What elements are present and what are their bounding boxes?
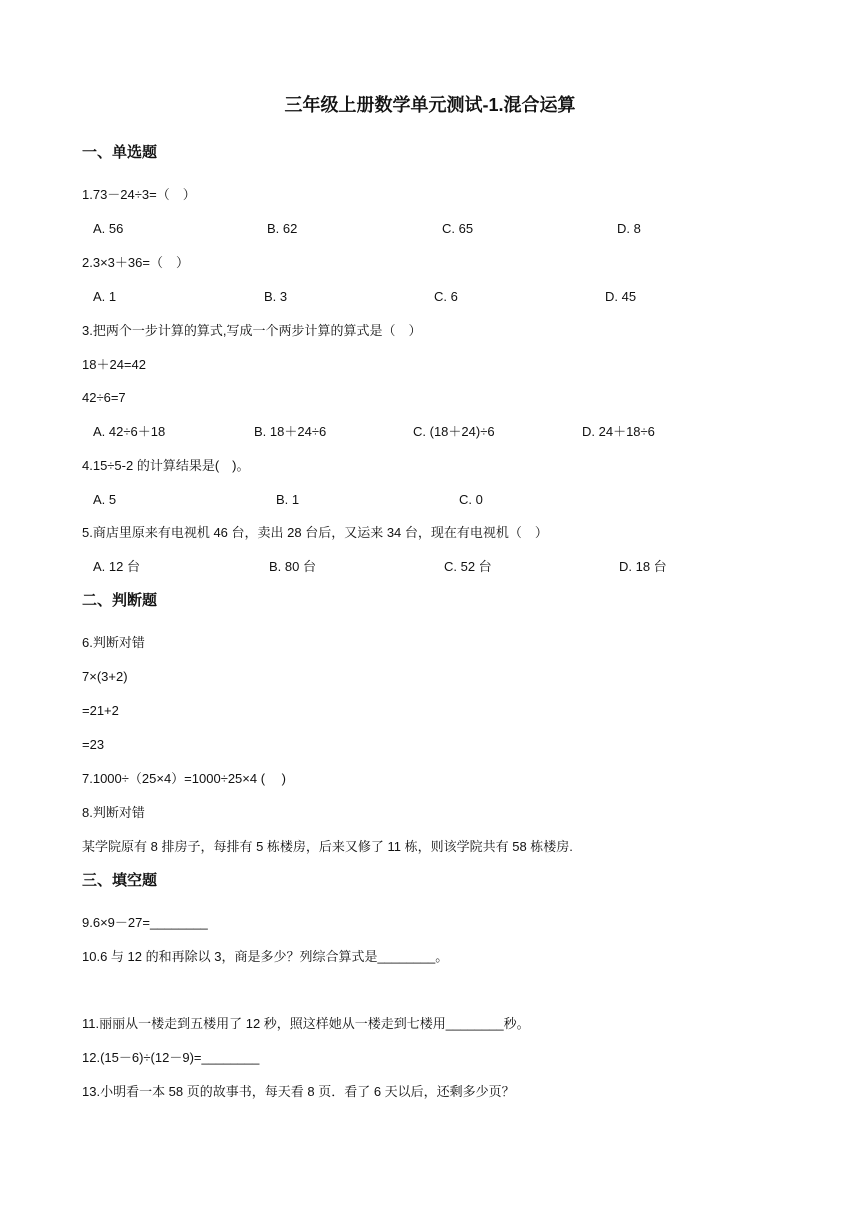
question-6-line: =23 <box>82 737 105 752</box>
question-2-stem: 2.3×3＋36=（ ） <box>82 255 189 270</box>
question-4-stem: 4.15÷5-2 的计算结果是( )。 <box>82 458 250 473</box>
section-heading-fill-in: 三、填空题 <box>82 872 158 889</box>
question-3-options <box>93 424 793 440</box>
question-6-stem: 6.判断对错 <box>82 635 145 650</box>
question-13-stem: 13.小明看一本 58 页的故事书，每天看 8 页．看了 6 天以后，还剩多少页？ <box>82 1084 515 1099</box>
option-d: D. 8 <box>617 221 641 236</box>
question-6-line: =21+2 <box>82 703 119 718</box>
option-a: A. 1 <box>93 289 117 304</box>
question-4-options <box>93 492 793 508</box>
option-d: D. 24＋18÷6 <box>582 424 655 439</box>
question-5-options <box>93 559 793 575</box>
option-c: C. 52 台 <box>444 559 492 574</box>
option-c: C. 6 <box>434 289 458 304</box>
question-3-line: 42÷6=7 <box>82 390 126 405</box>
question-1-options <box>93 221 793 237</box>
question-1-stem: 1.73－24÷3=（ ） <box>82 187 196 202</box>
option-b: B. 1 <box>276 492 300 507</box>
question-12-stem: 12.(15－6)÷(12－9)=________ <box>82 1050 260 1065</box>
question-6-line: 7×(3+2) <box>82 669 128 684</box>
question-9-stem: 9.6×9－27=________ <box>82 915 208 930</box>
option-c: C. 65 <box>442 221 474 236</box>
option-d: D. 18 台 <box>619 559 667 574</box>
question-8-line: 某学院原有 8 排房子，每排有 5 栋楼房，后来又修了 11 栋，则该学院共有 58 栋楼房. <box>82 839 573 854</box>
option-b: B. 62 <box>267 221 298 236</box>
section-heading-true-false: 二、判断题 <box>82 592 158 609</box>
option-b: B. 3 <box>264 289 288 304</box>
option-a: A. 42÷6＋18 <box>93 424 166 439</box>
page-title: 三年级上册数学单元测试-1.混合运算 <box>284 95 576 115</box>
option-b: B. 18＋24÷6 <box>254 424 327 439</box>
question-2-options <box>93 289 793 305</box>
question-10-stem: 10.6 与 12 的和再除以 3，商是多少？列综合算式是________。 <box>82 949 449 964</box>
option-a: A. 56 <box>93 221 124 236</box>
question-11-stem: 11.丽丽从一楼走到五楼用了 12 秒，照这样她从一楼走到七楼用________秒。 <box>82 1016 530 1031</box>
question-3-line: 18＋24=42 <box>82 357 146 372</box>
option-b: B. 80 台 <box>269 559 316 574</box>
section-heading-single-choice: 一、单选题 <box>82 144 158 161</box>
option-a: A. 5 <box>93 492 117 507</box>
option-c: C. (18＋24)÷6 <box>413 424 495 439</box>
option-a: A. 12 台 <box>93 559 140 574</box>
question-7-stem: 7.1000÷（25×4）=1000÷25×4 ( ) <box>82 771 286 786</box>
question-8-stem: 8.判断对错 <box>82 805 145 820</box>
option-c: C. 0 <box>459 492 483 507</box>
question-3-stem: 3.把两个一步计算的算式,写成一个两步计算的算式是（ ） <box>82 323 422 338</box>
option-d: D. 45 <box>605 289 637 304</box>
question-5-stem: 5.商店里原来有电视机 46 台，卖出 28 台后，又运来 34 台，现在有电视机（ ） <box>82 525 548 540</box>
